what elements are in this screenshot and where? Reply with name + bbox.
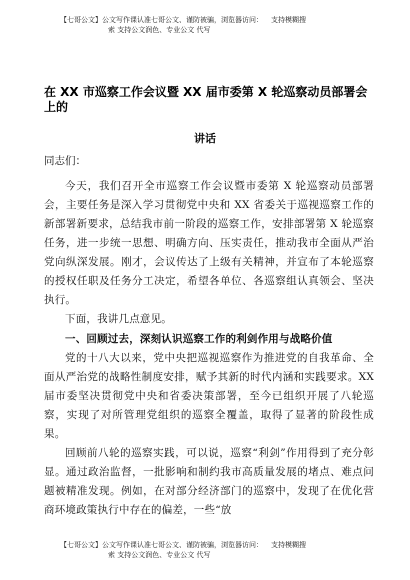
header-notice-text: 【七哥公文】公文写作课认准七哥公文、谨防被骗，浏览器访问： (60, 16, 263, 24)
body-paragraph: 今天，我们召开全市巡察工作会议暨市委第 X 轮巡察动员部署会，主要任务是深入学习贯彻党中央和 XX 省委关于巡视巡察工作的新部署新要求，总结我市前一阶段的巡察工作，安排部署第 X 轮巡察任务，进一步统一思想、明确方向、压实责任，推动我市全面从严治党向纵深发展。刚才，会议传达了上级有关精神，并宣布了本轮巡察的授权任职及任务分工决定，希望各单位、各巡察组认真领会、坚决执行。 (44, 180, 374, 306)
body-paragraph: 党的十八大以来，党中央把巡视巡察作为推进党的自我革命、全面从严治党的战略性制度安排，赋予其新的时代内涵和实践要求。XX 届市委坚决贯彻党中央和省委决策部署，至今已组织开展了八轮巡察，实现了对所管理党组织的巡察全覆盖，取得了显著的阶段性成果。 (44, 352, 374, 440)
document-title: 在 XX 市巡察工作会议暨 XX 届市委第 X 轮巡察动员部署会上的 (44, 85, 368, 114)
document-body (44, 177, 374, 520)
footer-search-text: 支持模糊搜 (271, 541, 306, 549)
footer-service-text: 索 支持公文润色、专业公文 代写 (108, 551, 211, 559)
greeting: 同志们： (44, 155, 86, 167)
header-service-text: 索 支持公文润色、专业公文 代写 (108, 26, 211, 34)
watermark-header (0, 15, 410, 35)
body-paragraph: 下面，我讲几点意见。 (65, 313, 172, 325)
watermark-footer (0, 540, 410, 560)
section-heading: 一、回顾过去，深刻认识巡察工作的利剑作用与战略价值 (65, 333, 333, 345)
footer-notice-text: 【七哥公文】公文写作课认准七哥公文、谨防被骗，浏览器访问： (60, 541, 263, 549)
document-subtitle: 讲话 (194, 132, 216, 145)
header-search-text: 支持模糊搜 (271, 16, 306, 24)
body-paragraph: 回顾前八轮的巡察实践，可以说，巡察“利剑”作用得到了充分彰显。通过政治监督，一批影响和制约我市高质量发展的堵点、难点问题被精准发现。例如，在对部分经济部门的巡察中，发现了在优化营商环境政策执行中存在的偏差，一些“放 (44, 447, 374, 516)
